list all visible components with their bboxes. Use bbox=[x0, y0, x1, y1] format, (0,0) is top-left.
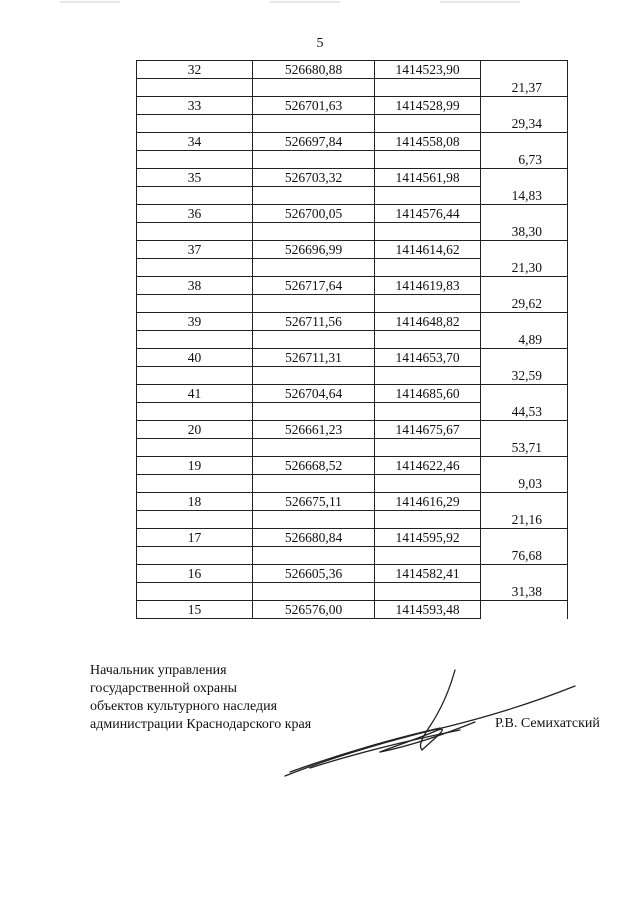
empty-cell bbox=[253, 295, 375, 313]
empty-cell bbox=[253, 151, 375, 169]
point-row bbox=[137, 97, 568, 115]
distance-row bbox=[137, 367, 568, 385]
point-row bbox=[137, 133, 568, 151]
distance-cell: 29,34 bbox=[481, 115, 568, 133]
point-row bbox=[137, 241, 568, 259]
empty-cell bbox=[137, 367, 253, 385]
empty-cell bbox=[253, 475, 375, 493]
empty-cell bbox=[375, 115, 481, 133]
y-coordinate-cell: 1414619,83 bbox=[375, 277, 481, 295]
distance-cell-top bbox=[481, 421, 568, 439]
empty-cell bbox=[137, 547, 253, 565]
distance-row bbox=[137, 511, 568, 529]
empty-cell bbox=[375, 475, 481, 493]
x-coordinate-cell: 526701,63 bbox=[253, 97, 375, 115]
x-coordinate-cell: 526576,00 bbox=[253, 601, 375, 619]
distance-cell-top bbox=[481, 169, 568, 187]
coordinates-table-body bbox=[137, 61, 568, 619]
empty-cell bbox=[375, 439, 481, 457]
empty-cell bbox=[137, 295, 253, 313]
empty-cell bbox=[253, 583, 375, 601]
empty-cell bbox=[137, 331, 253, 349]
point-number-cell: 41 bbox=[137, 385, 253, 403]
empty-cell bbox=[253, 439, 375, 457]
empty-cell bbox=[137, 79, 253, 97]
point-row bbox=[137, 565, 568, 583]
empty-cell bbox=[375, 403, 481, 421]
point-number-cell: 36 bbox=[137, 205, 253, 223]
x-coordinate-cell: 526668,52 bbox=[253, 457, 375, 475]
point-number-cell: 34 bbox=[137, 133, 253, 151]
point-number-cell: 15 bbox=[137, 601, 253, 619]
distance-cell-top bbox=[481, 97, 568, 115]
empty-cell bbox=[253, 403, 375, 421]
distance-row bbox=[137, 151, 568, 169]
y-coordinate-cell: 1414558,08 bbox=[375, 133, 481, 151]
position-line: Начальник управления bbox=[90, 663, 227, 678]
distance-cell-top bbox=[481, 277, 568, 295]
point-row bbox=[137, 61, 568, 79]
distance-row bbox=[137, 295, 568, 313]
distance-cell-top bbox=[481, 133, 568, 151]
empty-cell bbox=[375, 223, 481, 241]
y-coordinate-cell: 1414685,60 bbox=[375, 385, 481, 403]
point-row bbox=[137, 169, 568, 187]
empty-cell bbox=[137, 439, 253, 457]
distance-row bbox=[137, 403, 568, 421]
empty-cell bbox=[253, 547, 375, 565]
point-number-cell: 16 bbox=[137, 565, 253, 583]
page-number: 5 bbox=[316, 36, 324, 51]
y-coordinate-cell: 1414614,62 bbox=[375, 241, 481, 259]
point-number-cell: 40 bbox=[137, 349, 253, 367]
y-coordinate-cell: 1414653,70 bbox=[375, 349, 481, 367]
distance-cell: 21,30 bbox=[481, 259, 568, 277]
distance-row bbox=[137, 187, 568, 205]
x-coordinate-cell: 526717,64 bbox=[253, 277, 375, 295]
empty-cell bbox=[253, 115, 375, 133]
x-coordinate-cell: 526696,99 bbox=[253, 241, 375, 259]
distance-cell: 29,62 bbox=[481, 295, 568, 313]
x-coordinate-cell: 526675,11 bbox=[253, 493, 375, 511]
empty-cell bbox=[375, 79, 481, 97]
distance-row bbox=[137, 79, 568, 97]
empty-cell bbox=[375, 583, 481, 601]
distance-row bbox=[137, 331, 568, 349]
x-coordinate-cell: 526680,84 bbox=[253, 529, 375, 547]
empty-cell bbox=[253, 187, 375, 205]
distance-cell-top bbox=[481, 349, 568, 367]
point-number-cell: 33 bbox=[137, 97, 253, 115]
y-coordinate-cell: 1414576,44 bbox=[375, 205, 481, 223]
y-coordinate-cell: 1414648,82 bbox=[375, 313, 481, 331]
empty-cell bbox=[375, 367, 481, 385]
point-row bbox=[137, 349, 568, 367]
distance-cell-top bbox=[481, 493, 568, 511]
distance-cell: 53,71 bbox=[481, 439, 568, 457]
position-line: объектов культурного наследия bbox=[90, 699, 278, 714]
signer-name: Р.В. Семихатский bbox=[495, 716, 600, 731]
empty-cell bbox=[137, 151, 253, 169]
point-row bbox=[137, 457, 568, 475]
position-line: администрации Краснодарского края bbox=[90, 717, 312, 732]
empty-cell bbox=[137, 187, 253, 205]
distance-row bbox=[137, 475, 568, 493]
distance-cell: 14,83 bbox=[481, 187, 568, 205]
point-number-cell: 17 bbox=[137, 529, 253, 547]
empty-cell bbox=[253, 223, 375, 241]
y-coordinate-cell: 1414593,48 bbox=[375, 601, 481, 619]
scan-edge-marks bbox=[0, 0, 640, 6]
x-coordinate-cell: 526697,84 bbox=[253, 133, 375, 151]
empty-cell bbox=[375, 259, 481, 277]
empty-cell bbox=[253, 511, 375, 529]
point-number-cell: 18 bbox=[137, 493, 253, 511]
distance-cell: 9,03 bbox=[481, 475, 568, 493]
empty-cell bbox=[137, 511, 253, 529]
distance-cell-top bbox=[481, 457, 568, 475]
empty-cell bbox=[137, 259, 253, 277]
empty-cell bbox=[253, 331, 375, 349]
x-coordinate-cell: 526711,56 bbox=[253, 313, 375, 331]
point-row bbox=[137, 385, 568, 403]
point-number-cell: 37 bbox=[137, 241, 253, 259]
distance-cell: 21,37 bbox=[481, 79, 568, 97]
x-coordinate-cell: 526703,32 bbox=[253, 169, 375, 187]
empty-cell bbox=[375, 511, 481, 529]
distance-row bbox=[137, 547, 568, 565]
y-coordinate-cell: 1414582,41 bbox=[375, 565, 481, 583]
distance-cell-top bbox=[481, 313, 568, 331]
point-row bbox=[137, 277, 568, 295]
distance-cell: 32,59 bbox=[481, 367, 568, 385]
distance-cell-top bbox=[481, 529, 568, 547]
distance-cell-top bbox=[481, 601, 568, 619]
empty-cell bbox=[375, 547, 481, 565]
x-coordinate-cell: 526661,23 bbox=[253, 421, 375, 439]
point-number-cell: 19 bbox=[137, 457, 253, 475]
x-coordinate-cell: 526680,88 bbox=[253, 61, 375, 79]
distance-cell: 76,68 bbox=[481, 547, 568, 565]
distance-row bbox=[137, 259, 568, 277]
empty-cell bbox=[253, 259, 375, 277]
point-number-cell: 38 bbox=[137, 277, 253, 295]
y-coordinate-cell: 1414595,92 bbox=[375, 529, 481, 547]
empty-cell bbox=[375, 151, 481, 169]
distance-row bbox=[137, 115, 568, 133]
empty-cell bbox=[375, 187, 481, 205]
y-coordinate-cell: 1414523,90 bbox=[375, 61, 481, 79]
y-coordinate-cell: 1414616,29 bbox=[375, 493, 481, 511]
distance-row bbox=[137, 223, 568, 241]
empty-cell bbox=[253, 367, 375, 385]
distance-row bbox=[137, 583, 568, 601]
point-number-cell: 32 bbox=[137, 61, 253, 79]
distance-cell-top bbox=[481, 241, 568, 259]
point-number-cell: 20 bbox=[137, 421, 253, 439]
x-coordinate-cell: 526605,36 bbox=[253, 565, 375, 583]
x-coordinate-cell: 526704,64 bbox=[253, 385, 375, 403]
position-line: государственной охраны bbox=[90, 681, 238, 696]
coordinates-table bbox=[136, 60, 568, 619]
distance-cell: 38,30 bbox=[481, 223, 568, 241]
y-coordinate-cell: 1414561,98 bbox=[375, 169, 481, 187]
point-row bbox=[137, 205, 568, 223]
point-row bbox=[137, 601, 568, 619]
empty-cell bbox=[375, 331, 481, 349]
point-row bbox=[137, 493, 568, 511]
distance-cell: 44,53 bbox=[481, 403, 568, 421]
point-row bbox=[137, 529, 568, 547]
empty-cell bbox=[137, 223, 253, 241]
x-coordinate-cell: 526711,31 bbox=[253, 349, 375, 367]
distance-cell-top bbox=[481, 565, 568, 583]
empty-cell bbox=[137, 475, 253, 493]
y-coordinate-cell: 1414622,46 bbox=[375, 457, 481, 475]
y-coordinate-cell: 1414675,67 bbox=[375, 421, 481, 439]
distance-cell-top bbox=[481, 385, 568, 403]
distance-cell-top bbox=[481, 205, 568, 223]
empty-cell bbox=[137, 403, 253, 421]
empty-cell bbox=[253, 79, 375, 97]
point-row bbox=[137, 421, 568, 439]
point-row bbox=[137, 313, 568, 331]
empty-cell bbox=[137, 115, 253, 133]
point-number-cell: 39 bbox=[137, 313, 253, 331]
distance-cell: 6,73 bbox=[481, 151, 568, 169]
point-number-cell: 35 bbox=[137, 169, 253, 187]
distance-cell: 4,89 bbox=[481, 331, 568, 349]
distance-row bbox=[137, 439, 568, 457]
distance-cell: 21,16 bbox=[481, 511, 568, 529]
distance-cell: 31,38 bbox=[481, 583, 568, 601]
y-coordinate-cell: 1414528,99 bbox=[375, 97, 481, 115]
distance-cell-top bbox=[481, 61, 568, 79]
x-coordinate-cell: 526700,05 bbox=[253, 205, 375, 223]
empty-cell bbox=[375, 295, 481, 313]
empty-cell bbox=[137, 583, 253, 601]
